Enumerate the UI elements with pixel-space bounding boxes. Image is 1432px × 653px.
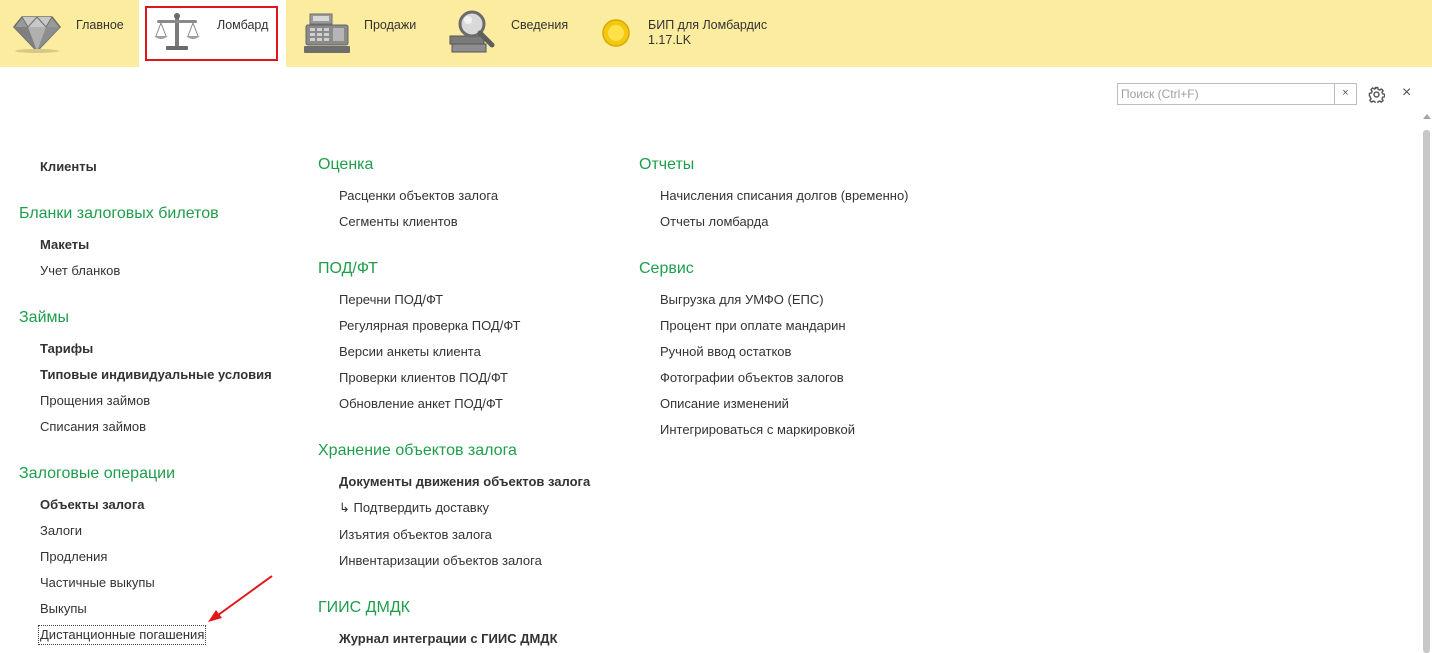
search-clear-button[interactable]: × [1334, 84, 1356, 104]
menu-item-tariffs[interactable]: Тарифы [40, 341, 94, 356]
menu-item-giis-journal[interactable]: Журнал интеграции с ГИИС ДМДК [339, 631, 558, 646]
annotation-arrow-icon [200, 572, 278, 626]
diamond-icon [12, 11, 62, 53]
menu-item-aml-questionnaire-update[interactable]: Обновление анкет ПОД/ФТ [339, 396, 503, 411]
menu-item-pledge-prices[interactable]: Расценки объектов залога [339, 188, 499, 203]
menu-item-partial-redemptions[interactable]: Частичные выкупы [40, 575, 155, 590]
group-title-blanks: Бланки залоговых билетов [19, 205, 219, 222]
group-title-aml: ПОД/ФТ [318, 260, 378, 277]
scroll-up-icon[interactable] [1423, 114, 1431, 119]
section-lombard-label: Ломбард [217, 18, 269, 32]
menu-item-manual-balances[interactable]: Ручной ввод остатков [660, 344, 792, 359]
cash-register-icon [304, 12, 350, 54]
menu-item-clients[interactable]: Клиенты [40, 159, 97, 174]
section-info[interactable] [434, 0, 586, 67]
menu-item-marking-integration[interactable]: Интегрироваться с маркировкой [660, 422, 855, 437]
menu-item-aml-client-checks[interactable]: Проверки клиентов ПОД/ФТ [339, 370, 508, 385]
menu-item-seizures[interactable]: Изъятия объектов залога [339, 527, 492, 542]
menu-item-inventories[interactable]: Инвентаризации объектов залога [339, 553, 542, 568]
menu-item-lombard-reports[interactable]: Отчеты ломбарда [660, 214, 769, 229]
scrollbar-thumb[interactable] [1423, 130, 1430, 653]
search-box [1117, 83, 1357, 105]
section-home-label: Главное [76, 18, 124, 32]
menu-item-standard-terms[interactable]: Типовые индивидуальные условия [40, 367, 272, 382]
group-title-loans: Займы [19, 309, 69, 326]
menu-item-loan-forgiveness[interactable]: Прощения займов [40, 393, 151, 408]
highlight-frame [145, 6, 278, 61]
menu-item-blank-accounting[interactable]: Учет бланков [40, 263, 121, 278]
menu-item-extensions[interactable]: Продления [40, 549, 108, 564]
magnifier-icon [448, 8, 498, 54]
group-title-reports: Отчеты [639, 156, 695, 173]
close-icon[interactable]: × [1402, 84, 1412, 101]
menu-item-pledges[interactable]: Залоги [40, 523, 83, 538]
menu-item-loan-writeoffs[interactable]: Списания займов [40, 419, 147, 434]
menu-item-remote-repayments[interactable]: Дистанционные погашения [40, 627, 205, 642]
menu-item-confirm-delivery[interactable]: ↳ Подтвердить доставку [339, 500, 490, 515]
menu-item-redemptions[interactable]: Выкупы [40, 601, 87, 616]
menu-item-pledge-objects[interactable]: Объекты залога [40, 497, 145, 512]
sections-panel [0, 0, 1432, 67]
menu-item-layouts[interactable]: Макеты [40, 237, 90, 252]
menu-item-debt-writeoff-accruals[interactable]: Начисления списания долгов (временно) [660, 188, 909, 203]
section-sales-label: Продажи [364, 18, 417, 32]
menu-item-questionnaire-versions[interactable]: Версии анкеты клиента [339, 344, 481, 359]
menu-item-umfo-export[interactable]: Выгрузка для УМФО (ЕПС) [660, 292, 824, 307]
section-home[interactable] [0, 0, 139, 67]
menu-item-aml-regular-check[interactable]: Регулярная проверка ПОД/ФТ [339, 318, 521, 333]
scrollbar[interactable] [1422, 114, 1432, 653]
group-title-valuation: Оценка [318, 156, 374, 173]
coin-icon [602, 19, 630, 47]
gear-icon[interactable] [1368, 86, 1385, 103]
menu-item-aml-lists[interactable]: Перечни ПОД/ФТ [339, 292, 444, 307]
menu-item-movement-documents[interactable]: Документы движения объектов залога [339, 474, 591, 489]
group-title-giis-dmdk: ГИИС ДМДК [318, 599, 410, 616]
menu-item-changes-description[interactable]: Описание изменений [660, 396, 789, 411]
menu-item-mandarin-percent[interactable]: Процент при оплате мандарин [660, 318, 846, 333]
search-input[interactable] [1118, 84, 1336, 104]
section-bip-label: БИП для Ломбардис 1.17.LK [648, 18, 768, 47]
section-sales[interactable] [286, 0, 434, 67]
menu-item-client-segments[interactable]: Сегменты клиентов [339, 214, 458, 229]
section-bip[interactable] [586, 0, 806, 67]
group-title-service: Сервис [639, 260, 694, 277]
group-title-pledge-operations: Залоговые операции [19, 465, 175, 482]
group-title-pledge-storage: Хранение объектов залога [318, 442, 517, 459]
menu-item-pledge-photos[interactable]: Фотографии объектов залогов [660, 370, 844, 385]
section-info-label: Сведения [511, 18, 569, 32]
